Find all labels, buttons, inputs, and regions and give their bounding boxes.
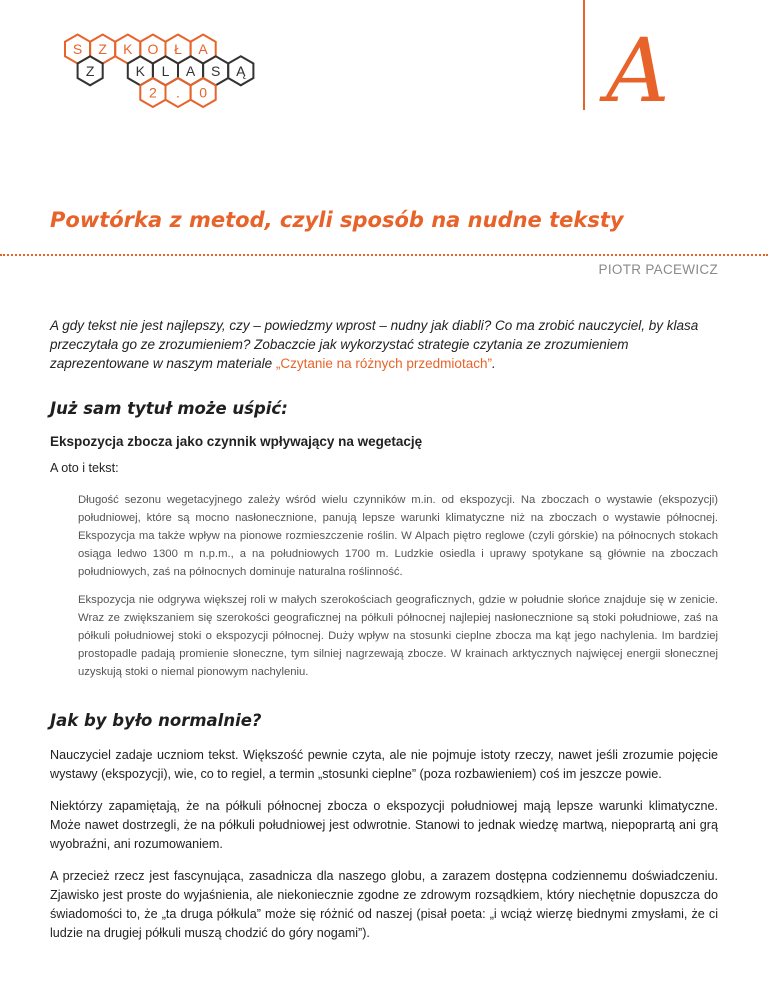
- logo-letter: K: [123, 41, 133, 57]
- section-letter: A: [606, 19, 670, 122]
- logo-letter: Z: [98, 41, 107, 57]
- logo-letter: .: [176, 84, 180, 101]
- logo-letter: S: [72, 41, 83, 57]
- logo-letter: 2: [149, 84, 157, 101]
- material-link[interactable]: „Czytanie na różnych przedmiotach”: [275, 356, 492, 371]
- section-heading-2: Jak by było normalnie?: [50, 711, 262, 730]
- header-divider: [583, 0, 585, 110]
- dotted-divider: [0, 254, 768, 256]
- article-title: Powtórka z metod, czyli sposób na nudne teksty: [50, 208, 624, 232]
- author-name: PIOTR PACEWICZ: [598, 262, 718, 277]
- szkola-z-klasa-logo: [50, 32, 272, 120]
- body-paragraph-3: A przecież rzecz jest fascynująca, zasadnicza dla naszego globu, a zarazem dostępna codziennemu doświadczeniu. Zjawisko jest proste do wyjaśnienia, ale niekoniecznie zgodne ze zdrowym rozsądkiem, który niechętnie dopuszcza do świadomości to, że „ta druga półkula” może się różnić od naszej (pisał poeta: „i wciąż wierzę biednymi zmysłami, że ci ludzie na drugiej półkuli muszą chodzić do góry nogami”).: [50, 869, 718, 940]
- example-text-title: Ekspozycja zbocza jako czynnik wpływający na wegetację: [50, 434, 423, 449]
- logo-letter: Ą: [236, 62, 246, 79]
- logo-letter: A: [185, 62, 196, 79]
- logo-letter: K: [135, 62, 145, 79]
- logo-letter: 0: [199, 84, 207, 101]
- body-paragraph-2: Niektórzy zapamiętają, że na półkuli północnej zbocza o ekspozycji południowej mają lepsze warunki klimatyczne. Może nawet dostrzegli, że na półkuli południowej jest odwrotnie. Stanowi to jednak wiedzę martwą, niepoprartą ani grą wyobraźni, ani rozumowaniem.: [50, 799, 718, 851]
- logo-letter: O: [147, 41, 159, 57]
- logo-letter: Z: [85, 62, 95, 79]
- example-intro: A oto i tekst:: [50, 461, 119, 475]
- section-heading-1: Już sam tytuł może uśpić:: [50, 399, 288, 418]
- lead-text: A gdy tekst nie jest najlepszy, czy – powiedzmy wprost – nudny jak diabli? Co ma zrobić nauczyciel, by klasa przeczytała go ze zrozumieniem? Zobaczcie jak wykorzystać strategie czytania ze zrozumieniem zaprezentowane w naszym materiale: [50, 318, 699, 371]
- lead-end: .: [491, 356, 496, 371]
- body-paragraph-1: Nauczyciel zadaje uczniom tekst. Większość pewnie czyta, ale nie pojmuje istoty rzeczy, nawet jeśli zrozumie pojęcie wystawy (ekspozycji), wie, co to regiel, a termin „stosunki cieplne” (poza rozbawieniem) coś im jeszcze powie.: [50, 748, 718, 781]
- article-lead: [50, 316, 718, 373]
- logo-letter: A: [198, 41, 208, 57]
- logo-hexagons: [50, 32, 272, 120]
- article-content: [50, 316, 718, 956]
- quote-paragraph-1: Długość sezonu wegetacyjnego zależy wśród wielu czynników m.in. od ekspozycji. Na zboczach o wystawie (ekspozycji) południowej, które są mocno nasłonecznione, panują lepsze warunki klimatyczne niż na zboczach o wystawie północnej. Ekspozycja ma także wpływ na pionowe rozmieszczenie roślin. W Alpach piętro reglowe (czyli górskie) na północnych stokach osiąga ledwo 1300 m n.p.m., a na południowych 1700 m. Ludzkie osiedla i uprawy spotykane są głównie na zboczach południowych, zaś na północnych dominuje naturalna roślinność.: [78, 494, 718, 578]
- example-text-quote: [78, 491, 718, 681]
- logo-letter: S: [211, 62, 221, 79]
- logo-letter: L: [161, 62, 170, 79]
- logo-letter: Ł: [174, 41, 182, 57]
- quote-paragraph-2: Ekspozycja nie odgrywa większej roli w małych szerokościach geograficznych, gdzie w południe słońce znajduje się w zenicie. Wraz ze zwiększaniem się szerokości geograficznej na półkuli północnej najlepiej nasłonecznione są stoki południowe, zaś na półkuli południowej stoki o ekspozycji północnej. Duży wpływ na stosunki cieplne zbocza ma kąt jego nachylenia. Im bardziej prostopadle padają promienie słoneczne, tym silniej nagrzewają zbocze. W krainach arktycznych najwięcej energii słonecznej uzyskują stoki o niemal pionowym nachyleniu.: [78, 594, 718, 678]
